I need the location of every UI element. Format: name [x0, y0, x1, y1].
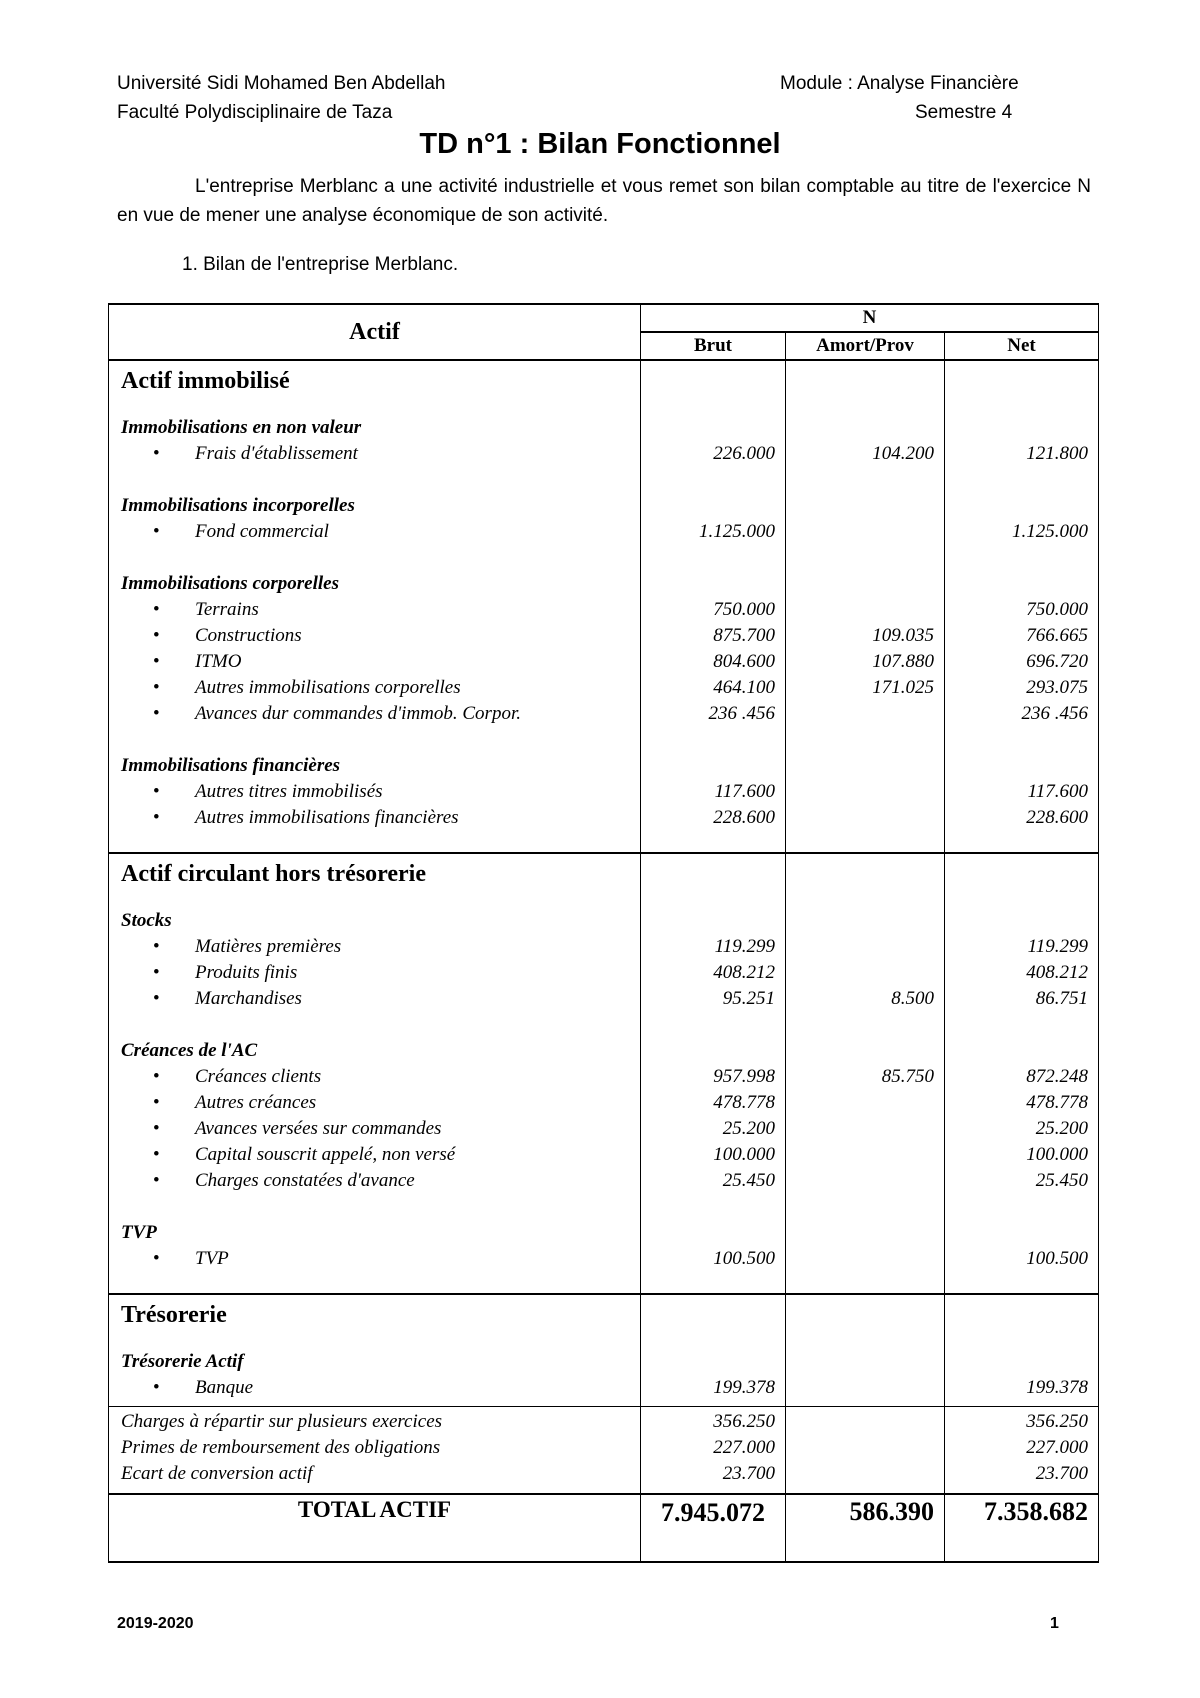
intro-paragraph: L'entreprise Merblanc a une activité industrielle et vous remet son bilan comptable au titre de l'exercice N en vue de mener une analyse économique de son activité. — [117, 176, 1091, 226]
bullet-icon: • — [153, 599, 160, 620]
bullet-icon: • — [153, 1118, 160, 1140]
amount-value — [786, 1375, 934, 1401]
total-brut: 7.945.072 — [641, 1494, 786, 1562]
line-item: • ITMO — [121, 649, 630, 675]
amount-value: 25.200 — [722, 1118, 775, 1140]
amount-value: 107.880 — [872, 651, 934, 672]
amount-value — [786, 1090, 934, 1116]
university-name: Université Sidi Mohamed Ben Abdellah — [117, 73, 446, 94]
bullet-icon: • — [153, 1170, 160, 1192]
total-net: 7.358.682 — [945, 1494, 1099, 1562]
net-column — [945, 1406, 1099, 1494]
amount-value: 25.200 — [1035, 1118, 1089, 1140]
amount-value: 478.778 — [1026, 1092, 1089, 1114]
net-column — [945, 853, 1099, 1293]
brut-column — [641, 853, 786, 1293]
line-item: • Banque — [121, 1375, 630, 1401]
actif-header: Actif — [109, 304, 641, 360]
bullet-icon: • — [153, 962, 160, 984]
amount-value: 957.998 — [713, 1066, 775, 1088]
amount-value: 104.200 — [872, 443, 934, 464]
amort-column — [786, 853, 945, 1293]
total-label: TOTAL ACTIF — [109, 1494, 641, 1562]
amount-value: 85.750 — [881, 1066, 934, 1088]
bullet-icon: • — [153, 1248, 160, 1270]
amount-value: 872.248 — [1026, 1066, 1089, 1088]
amount-value: 117.600 — [1027, 781, 1089, 802]
amount-value — [786, 960, 934, 986]
amount-value: 408.212 — [713, 962, 775, 984]
amount-value: 228.600 — [713, 807, 775, 828]
amort-column — [786, 1294, 945, 1407]
amount-value: 100.500 — [713, 1248, 775, 1270]
line-item: • Autres créances — [121, 1090, 630, 1116]
page-title: TD n°1 : Bilan Fonctionnel — [419, 128, 781, 160]
bullet-icon: • — [153, 703, 160, 724]
amount-value: 8.500 — [891, 988, 934, 1010]
line-item: • Créances clients — [121, 1064, 630, 1090]
amount-value: 199.378 — [1026, 1376, 1089, 1398]
year-header: N — [641, 304, 1099, 332]
amort-column — [786, 1406, 945, 1494]
amount-value — [786, 805, 934, 831]
line-item: • Autres titres immobilisés — [121, 779, 630, 805]
amount-value: 464.100 — [713, 677, 775, 698]
amount-value: 117.600 — [714, 781, 775, 802]
line-item: • Capital souscrit appelé, non versé — [121, 1142, 630, 1168]
amount-value: 228.600 — [1026, 807, 1089, 828]
amount-value: 119.299 — [714, 936, 775, 958]
amount-value — [786, 1168, 934, 1194]
group-title: Immobilisations financières — [121, 755, 341, 776]
net-column — [945, 360, 1099, 853]
total-row — [109, 1494, 1099, 1562]
amount-value — [786, 1461, 934, 1487]
net-header: Net — [945, 332, 1099, 360]
amount-value: 119.299 — [1027, 936, 1089, 958]
group-title: Trésorerie Actif — [121, 1350, 244, 1372]
amount-value: 356.250 — [1026, 1410, 1089, 1432]
amount-value: 199.378 — [713, 1376, 775, 1398]
group-title: TVP — [121, 1222, 157, 1244]
bullet-icon: • — [153, 521, 160, 542]
section-heading: 1. Bilan de l'entreprise Merblanc. — [182, 254, 459, 275]
amount-value: 171.025 — [872, 677, 934, 698]
line-item: • Terrains — [121, 597, 630, 623]
amount-value: 875.700 — [713, 625, 775, 646]
amount-value: 236 .456 — [708, 703, 775, 724]
amount-value — [786, 1409, 934, 1435]
amount-value — [786, 1435, 934, 1461]
bullet-icon: • — [153, 625, 160, 646]
group-title: Créances de l'AC — [121, 1040, 258, 1062]
amount-value: 408.212 — [1026, 962, 1089, 984]
amount-value: 766.665 — [1026, 625, 1089, 646]
amount-value: 750.000 — [713, 599, 775, 620]
bullet-icon: • — [153, 1092, 160, 1114]
amount-value — [786, 701, 934, 727]
amount-value: 23.700 — [722, 1462, 775, 1484]
amount-value: 478.778 — [713, 1092, 775, 1114]
other-row-label: Charges à répartir sur plusieurs exercices — [121, 1410, 443, 1432]
amount-value: 86.751 — [1035, 988, 1089, 1010]
amount-value: 227.000 — [713, 1436, 775, 1458]
section-title: Actif immobilisé — [121, 368, 290, 394]
section-actif-circulant — [109, 853, 1099, 1293]
line-item: • Autres immobilisations financières — [121, 805, 630, 831]
total-amort: 586.390 — [786, 1494, 945, 1562]
amount-value: 1.125.000 — [699, 521, 775, 542]
bullet-icon: • — [153, 988, 160, 1010]
brut-header: Brut — [641, 332, 786, 360]
amort-column — [786, 360, 945, 853]
amount-value: 226.000 — [713, 443, 775, 464]
amount-value — [786, 1116, 934, 1142]
faculty-name: Faculté Polydisciplinaire de Taza — [117, 102, 393, 123]
amount-value: 227.000 — [1026, 1436, 1089, 1458]
amount-value: 100.000 — [1026, 1144, 1089, 1166]
line-item: • Avances versées sur commandes — [121, 1116, 630, 1142]
line-item: • Avances dur commandes d'immob. Corpor. — [121, 701, 630, 727]
amount-value: 356.250 — [713, 1410, 775, 1432]
amount-value: 100.000 — [713, 1144, 775, 1166]
line-item: • TVP — [121, 1246, 630, 1272]
group-title: Immobilisations incorporelles — [121, 495, 355, 516]
section-title: Actif circulant hors trésorerie — [121, 861, 427, 888]
amount-value — [786, 597, 934, 623]
line-item: • Produits finis — [121, 960, 630, 986]
bullet-icon: • — [153, 1144, 160, 1166]
section-actif-immobilise — [109, 360, 1099, 853]
line-item: • Constructions — [121, 623, 630, 649]
bullet-icon: • — [153, 807, 160, 828]
other-row-label: Ecart de conversion actif — [121, 1462, 313, 1484]
group-title: Immobilisations corporelles — [121, 573, 339, 594]
amount-value — [786, 519, 934, 545]
section-tresorerie — [109, 1294, 1099, 1407]
brut-column — [641, 1406, 786, 1494]
group-title: Stocks — [121, 910, 172, 932]
module-name: Module : Analyse Financière — [780, 73, 1019, 94]
amount-value — [786, 934, 934, 960]
amount-value: 25.450 — [722, 1170, 775, 1192]
line-item: • Autres immobilisations corporelles — [121, 675, 630, 701]
amount-value — [786, 1142, 934, 1168]
amount-value — [786, 1246, 934, 1272]
semester-label: Semestre 4 — [915, 102, 1013, 123]
academic-year: 2019-2020 — [117, 1615, 194, 1632]
line-item: • Marchandises — [121, 986, 630, 1012]
group-title: Immobilisations en non valeur — [121, 417, 362, 438]
bullet-icon: • — [153, 781, 160, 802]
bullet-icon: • — [153, 651, 160, 672]
amount-value: 109.035 — [872, 625, 934, 646]
amount-value: 121.800 — [1026, 443, 1089, 464]
page-number: 1 — [1050, 1615, 1059, 1632]
amount-value: 236 .456 — [1021, 703, 1089, 724]
line-item: • Matières premières — [121, 934, 630, 960]
amount-value: 1.125.000 — [1012, 521, 1089, 542]
bullet-icon: • — [153, 677, 160, 698]
line-item: • Charges constatées d'avance — [121, 1168, 630, 1194]
brut-column — [641, 1294, 786, 1407]
amount-value: 293.075 — [1026, 677, 1089, 698]
line-item: • Frais d'établissement — [121, 441, 630, 467]
amount-value: 804.600 — [713, 651, 775, 672]
amount-value: 750.000 — [1026, 599, 1089, 620]
bullet-icon: • — [153, 1066, 160, 1088]
amount-value — [786, 779, 934, 805]
balance-sheet-table — [108, 303, 1098, 1563]
net-column — [945, 1294, 1099, 1407]
line-item: • Fond commercial — [121, 519, 630, 545]
amount-value: 23.700 — [1035, 1462, 1089, 1484]
amount-value: 95.251 — [722, 988, 775, 1010]
amount-value: 100.500 — [1026, 1248, 1089, 1270]
amount-value: 25.450 — [1035, 1170, 1089, 1192]
bullet-icon: • — [153, 443, 160, 464]
brut-column — [641, 360, 786, 853]
section-title: Trésorerie — [121, 1301, 227, 1328]
amort-header: Amort/Prov — [786, 332, 945, 360]
bullet-icon: • — [153, 936, 160, 958]
bullet-icon: • — [153, 1376, 160, 1398]
amount-value: 696.720 — [1026, 651, 1089, 672]
other-row-label: Primes de remboursement des obligations — [121, 1436, 441, 1458]
other-assets — [109, 1406, 1099, 1494]
